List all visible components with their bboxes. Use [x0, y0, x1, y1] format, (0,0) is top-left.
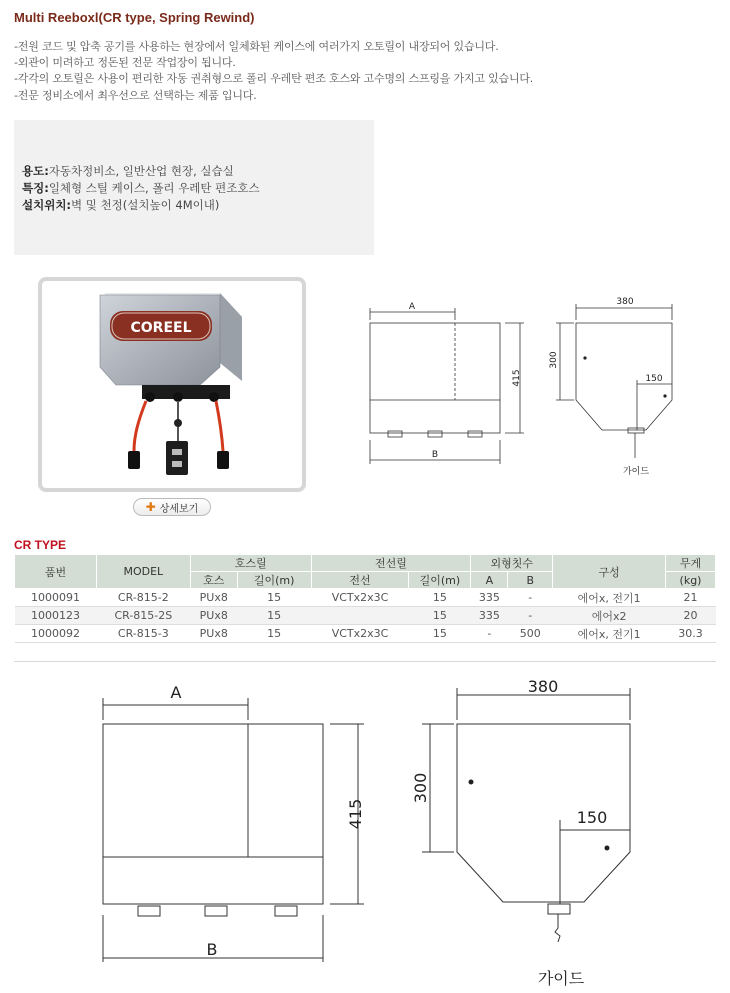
small-dim-width: 380 [616, 297, 634, 307]
info-install-label: 설치위치: [22, 198, 72, 212]
header-hose-reel: 호스릴 [190, 555, 311, 572]
large-dim-a: A [170, 683, 182, 702]
description-line: -전문 정비소에서 최우선으로 선택하는 제품 입니다. [14, 89, 257, 102]
cell-hose: PUx8 [190, 589, 237, 607]
large-dimension-drawing [90, 680, 690, 990]
header-part-no: 품번 [15, 555, 97, 589]
info-feature [22, 180, 260, 196]
small-dim-side: 300 [549, 351, 559, 369]
info-install-value: 벽 및 천정(설치높이 4M이내) [71, 198, 220, 212]
cell-cable-length: 15 [409, 625, 471, 643]
cell-part-no: 1000091 [15, 589, 97, 607]
divider [14, 661, 716, 662]
header-dimensions: 외형칫수 [471, 555, 553, 572]
cell-dim-a: 335 [471, 607, 508, 625]
large-dim-width: 380 [527, 680, 559, 696]
cell-part-no: 1000092 [15, 625, 97, 643]
info-install [22, 197, 219, 213]
detail-view-label: 상세보기 [159, 503, 199, 515]
description-line: -전원 코드 및 압축 공기를 사용하는 현장에서 일체화된 케이스에 여러가지 오토릴이 내장되어 있습니다. [14, 40, 499, 53]
description-line: -외관이 미려하고 정돈된 전문 작업장이 됩니다. [14, 56, 236, 69]
page-title: Multi Reeboxl(CR type, Spring Rewind) [14, 10, 255, 25]
header-hose-length: 길이(m) [237, 572, 311, 589]
cell-hose: PUx8 [190, 625, 237, 643]
small-dimension-drawing [340, 290, 700, 480]
small-dim-guide-offset: 150 [645, 374, 663, 384]
info-feature-value: 일체형 스틸 케이스, 폴리 우레탄 편조호스 [48, 181, 260, 195]
header-cable: 전선 [311, 572, 409, 589]
header-model: MODEL [96, 555, 190, 589]
header-dim-a: A [471, 572, 508, 589]
cell-dim-b: - [508, 607, 553, 625]
info-usage [22, 163, 234, 179]
cell-hose-length: 15 [237, 589, 311, 607]
header-hose: 호스 [190, 572, 237, 589]
cell-model: CR-815-2 [96, 589, 190, 607]
small-dim-a: A [408, 302, 416, 312]
cell-weight: 30.3 [666, 625, 716, 643]
header-config: 구성 [553, 555, 666, 589]
large-dim-b: B [206, 940, 218, 959]
table-row [15, 625, 716, 643]
info-usage-label: 용도: [22, 164, 49, 178]
header-weight-unit: (kg) [666, 572, 716, 589]
cell-config: 에어x2 [553, 607, 666, 625]
section-title: CR TYPE [14, 538, 67, 552]
cell-part-no: 1000123 [15, 607, 97, 625]
cell-dim-a: - [471, 625, 508, 643]
info-usage-value: 자동차정비소, 일반산업 현장, 실습실 [48, 164, 234, 178]
cell-cable [311, 607, 409, 625]
header-cable-length: 길이(m) [409, 572, 471, 589]
cell-hose: PUx8 [190, 607, 237, 625]
small-dim-height: 415 [512, 369, 522, 387]
coreel-logo: COREEL [130, 320, 192, 336]
cell-weight: 21 [666, 589, 716, 607]
table-row [15, 607, 716, 625]
cell-config: 에어x, 전기1 [553, 625, 666, 643]
cell-cable-length: 15 [409, 607, 471, 625]
cell-dim-b: - [508, 589, 553, 607]
detail-view-button[interactable] [133, 498, 211, 516]
large-dim-side: 300 [411, 772, 430, 804]
small-guide-label: 가이드 [622, 467, 650, 477]
large-dim-height: 415 [346, 798, 365, 830]
cell-hose-length: 15 [237, 625, 311, 643]
cell-model: CR-815-3 [96, 625, 190, 643]
cell-config: 에어x, 전기1 [553, 589, 666, 607]
cell-weight: 20 [666, 607, 716, 625]
description-line: -각각의 오토릴은 사용이 편리한 자동 권취형으로 폴리 우레탄 편조 호스와 고수명의 스프링을 가지고 있습니다. [14, 72, 534, 85]
cell-dim-a: 335 [471, 589, 508, 607]
large-guide-label: 가이드 [537, 969, 585, 988]
header-cable-reel: 전선릴 [311, 555, 471, 572]
cell-hose-length: 15 [237, 607, 311, 625]
cell-cable-length: 15 [409, 589, 471, 607]
product-photo [42, 281, 302, 488]
small-dim-b: B [431, 450, 439, 460]
plus-icon: ✚ [145, 500, 156, 514]
info-feature-label: 특징: [22, 181, 49, 195]
cell-cable: VCTx2x3C [311, 625, 409, 643]
large-dim-guide-offset: 150 [576, 808, 608, 827]
header-weight: 무게 [666, 555, 716, 572]
cell-dim-b: 500 [508, 625, 553, 643]
cell-cable: VCTx2x3C [311, 589, 409, 607]
header-dim-b: B [508, 572, 553, 589]
table-row [15, 589, 716, 607]
spec-table [14, 554, 716, 643]
cell-model: CR-815-2S [96, 607, 190, 625]
product-photo-frame [38, 277, 306, 492]
